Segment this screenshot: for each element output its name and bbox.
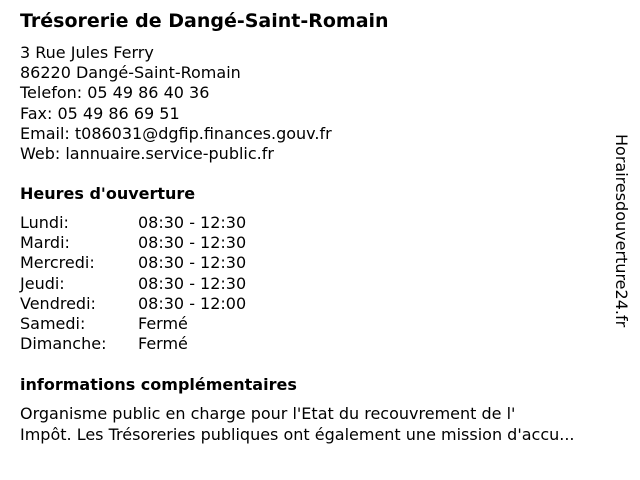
hours-time: 08:30 - 12:30	[138, 273, 247, 293]
additional-info-heading: informations complémentaires	[20, 375, 297, 394]
info-line: Impôt. Les Trésoreries publiques ont également une mission d'accu...	[20, 424, 575, 444]
page-title: Trésorerie de Dangé-Saint-Romain	[20, 10, 389, 32]
hours-row-sunday	[20, 334, 420, 354]
info-line: Organisme public en charge pour l'Etat du recouvrement de l'	[20, 404, 516, 423]
hours-day: Dimanche:	[20, 334, 107, 354]
hours-row-thursday	[20, 274, 420, 294]
additional-info-text	[20, 404, 630, 445]
hours-row-tuesday	[20, 233, 420, 253]
hours-time: Fermé	[138, 314, 188, 334]
hours-day: Samedi:	[20, 314, 86, 334]
address-city: 86220 Dangé-Saint-Romain	[20, 63, 241, 83]
hours-time: 08:30 - 12:30	[138, 253, 247, 273]
opening-hours-heading: Heures d'ouverture	[20, 184, 196, 203]
hours-day: Mercredi:	[20, 253, 95, 273]
address-street: 3 Rue Jules Ferry	[20, 43, 154, 62]
website-address: Web: lannuaire.service-public.fr	[20, 144, 274, 164]
email-address: Email: t086031@dgfip.finances.gouv.fr	[20, 123, 332, 143]
hours-time: 08:30 - 12:30	[138, 233, 247, 253]
hours-day: Vendredi:	[20, 293, 96, 313]
opening-hours-table	[20, 213, 420, 354]
fax-number: Fax: 05 49 86 69 51	[20, 103, 180, 123]
hours-day: Lundi:	[20, 213, 69, 232]
hours-time: Fermé	[138, 334, 188, 354]
hours-row-friday	[20, 294, 420, 314]
hours-time: 08:30 - 12:30	[138, 213, 247, 232]
hours-time: 08:30 - 12:00	[138, 293, 247, 313]
phone-number: Telefon: 05 49 86 40 36	[20, 83, 210, 103]
hours-row-wednesday	[20, 253, 420, 273]
hours-day: Mardi:	[20, 233, 70, 253]
hours-row-monday	[20, 213, 420, 233]
hours-day: Jeudi:	[20, 273, 65, 293]
contact-block	[20, 43, 332, 164]
site-brand-watermark: Horairesdouverture24.fr	[612, 134, 631, 328]
hours-row-saturday	[20, 314, 420, 334]
